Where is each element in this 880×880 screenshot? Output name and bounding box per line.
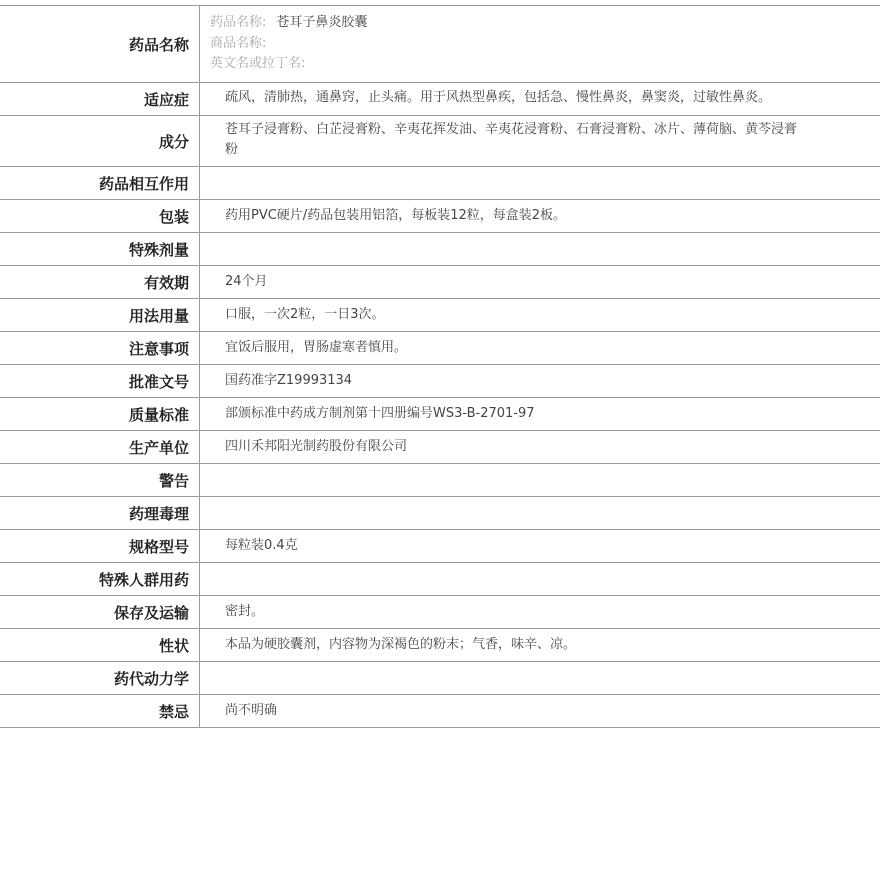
row-label: 适应症: [0, 83, 200, 116]
row-label: 药理毒理: [0, 497, 200, 530]
row-value: 药用PVC硬片/药品包装用铝箔，每板装12粒，每盒装2板。: [225, 208, 567, 223]
row-value: 本品为硬胶囊剂，内容物为深褐色的粉末；气香，味辛、凉。: [225, 637, 577, 652]
row-value: [200, 233, 880, 266]
drug-name-row: [0, 6, 880, 83]
row-label: 规格型号: [0, 530, 200, 563]
row-label: 警告: [0, 464, 200, 497]
trade-name-line: [210, 34, 800, 55]
row-label: 禁忌: [0, 695, 200, 728]
row-label: 注意事项: [0, 332, 200, 365]
row-shelf-life: [0, 266, 880, 299]
drug-name-line: [210, 13, 800, 34]
row-label: 性状: [0, 629, 200, 662]
row-manufacturer: [0, 431, 880, 464]
row-pharmacokinetics: [0, 662, 880, 695]
row-pharmacology: [0, 497, 880, 530]
row-approval-number: [0, 365, 880, 398]
row-description: [0, 629, 880, 662]
row-value: 密封。: [225, 604, 265, 619]
row-usage-dosage: [0, 299, 880, 332]
english-name-label: 英文名或拉丁名:: [210, 56, 306, 72]
row-value: 四川禾邦阳光制药股份有限公司: [225, 439, 408, 454]
row-label: 特殊剂量: [0, 233, 200, 266]
row-value: 口服，一次2粒，一日3次。: [225, 307, 385, 322]
row-value: [200, 167, 880, 200]
row-label: 特殊人群用药: [0, 563, 200, 596]
row-value: 苍耳子浸膏粉、白芷浸膏粉、辛夷花挥发油、辛夷花浸膏粉、石膏浸膏粉、冰片、薄荷脑、黄芩浸膏粉: [225, 122, 798, 157]
row-value: 部颁标准中药成方制剂第十四册编号WS3-B-2701-97: [225, 406, 535, 421]
row-precautions: [0, 332, 880, 365]
row-label: 质量标准: [0, 398, 200, 431]
row-specification: [0, 530, 880, 563]
row-special-dosage: [0, 233, 880, 266]
row-label: 成分: [0, 116, 200, 167]
row-special-populations: [0, 563, 880, 596]
row-value: [200, 563, 880, 596]
row-value: 疏风，清肺热，通鼻窍，止头痛。用于风热型鼻疾，包括急、慢性鼻炎，鼻窦炎，过敏性鼻炎。: [225, 90, 772, 105]
drug-info-table: [0, 5, 880, 728]
english-name-line: [210, 54, 800, 75]
row-warning: [0, 464, 880, 497]
row-value: [200, 464, 880, 497]
row-value: [200, 497, 880, 530]
row-packaging: [0, 200, 880, 233]
drug-name-label: 药品名称:: [210, 15, 267, 31]
row-label: 药品名称: [0, 6, 200, 83]
row-label: 药品相互作用: [0, 167, 200, 200]
row-label: 有效期: [0, 266, 200, 299]
row-interactions: [0, 167, 880, 200]
row-ingredients: [0, 116, 880, 167]
row-storage: [0, 596, 880, 629]
drug-name-cell: [200, 6, 880, 83]
row-value: [200, 662, 880, 695]
row-label: 批准文号: [0, 365, 200, 398]
row-value: 每粒装0.4克: [225, 538, 298, 553]
row-label: 保存及运输: [0, 596, 200, 629]
row-contraindications: [0, 695, 880, 728]
row-value: 24个月: [225, 274, 268, 289]
drug-name-value: 苍耳子鼻炎胶囊: [276, 15, 368, 31]
row-label: 生产单位: [0, 431, 200, 464]
row-indications: [0, 83, 880, 116]
trade-name-label: 商品名称:: [210, 35, 267, 51]
row-label: 药代动力学: [0, 662, 200, 695]
row-quality-standard: [0, 398, 880, 431]
row-label: 包装: [0, 200, 200, 233]
row-value: 国药准字Z19993134: [225, 373, 353, 388]
row-label: 用法用量: [0, 299, 200, 332]
row-value: 宜饭后服用，胃肠虚寒者慎用。: [225, 340, 408, 355]
row-value: 尚不明确: [225, 703, 278, 718]
